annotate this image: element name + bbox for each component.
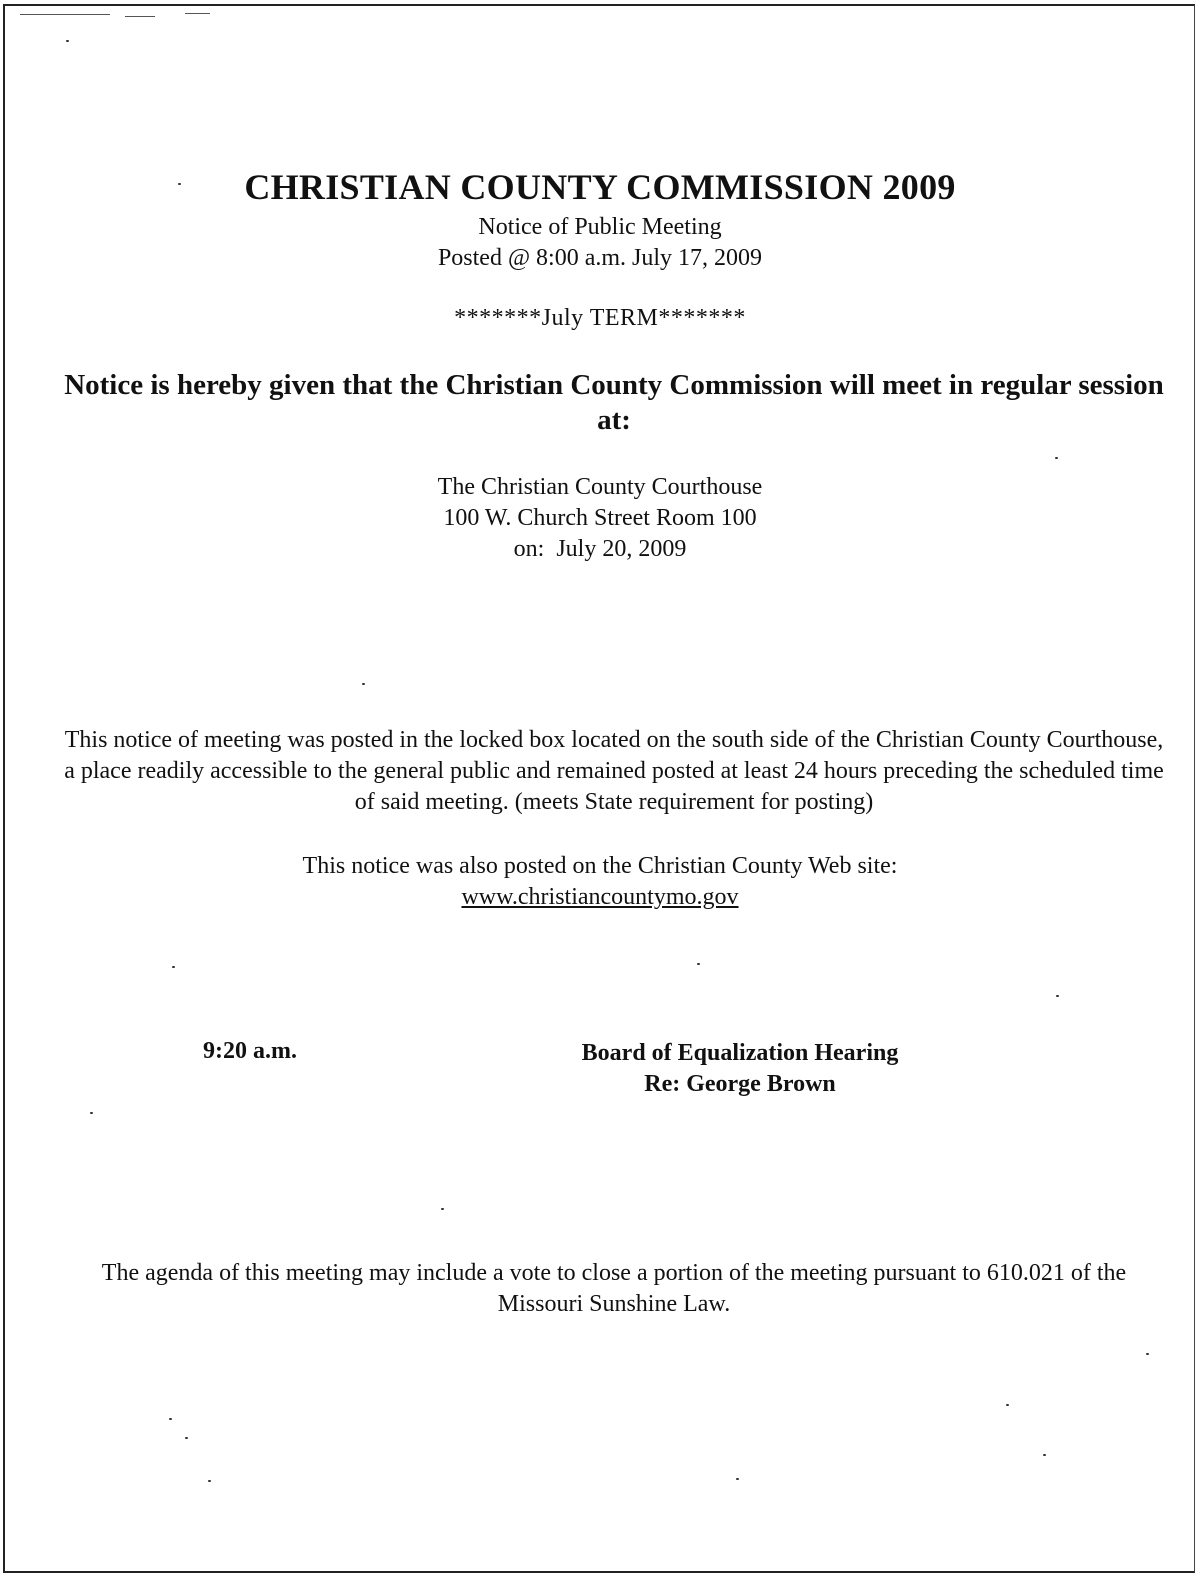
agenda-item-detail: Re: George Brown bbox=[644, 1071, 836, 1097]
scan-streak bbox=[185, 13, 210, 14]
web-statement: This notice was also posted on the Christian County Web site: bbox=[302, 853, 898, 879]
scan-speck bbox=[208, 1480, 211, 1482]
scan-speck bbox=[66, 40, 69, 42]
posting-statement: This notice of meeting was posted in the locked box located on the south side of the Christian County Courthouse, a place readily accessible to the general public and remained posted at least 24 hours preceding the scheduled time of said meeting. (meets State requirement for posting) bbox=[64, 727, 1164, 815]
meeting-location bbox=[0, 472, 1200, 565]
scan-speck bbox=[362, 683, 365, 685]
term-label: *******July TERM******* bbox=[454, 305, 746, 331]
scan-speck bbox=[90, 1112, 93, 1114]
agenda-time: 9:20 a.m. bbox=[203, 1038, 297, 1064]
web-posting-block bbox=[0, 851, 1200, 913]
scan-speck bbox=[1043, 1454, 1046, 1456]
scan-speck bbox=[1146, 1353, 1149, 1355]
meeting-date: on: July 20, 2009 bbox=[513, 536, 687, 562]
scan-speck bbox=[169, 1418, 172, 1420]
scan-speck bbox=[1055, 457, 1058, 459]
location-street: 100 W. Church Street Room 100 bbox=[443, 505, 757, 531]
scan-speck bbox=[172, 966, 175, 968]
scan-speck bbox=[697, 963, 700, 965]
document-subtitle-block bbox=[0, 212, 1200, 274]
closing-statement: The agenda of this meeting may include a vote to close a portion of the meeting pursuant to 610.021 of the Missouri Sunshine Law. bbox=[101, 1260, 1127, 1317]
meeting-notice: Notice is hereby given that the Christian County Commission will meet in regular session at: bbox=[64, 369, 1164, 436]
posted-timestamp: Posted @ 8:00 a.m. July 17, 2009 bbox=[437, 245, 763, 271]
scan-speck bbox=[1006, 1404, 1009, 1406]
notice-type: Notice of Public Meeting bbox=[478, 214, 722, 240]
location-place: The Christian County Courthouse bbox=[437, 474, 763, 500]
scan-speck bbox=[1056, 995, 1059, 997]
scan-streak bbox=[125, 16, 155, 17]
website-link[interactable]: www.christiancountymo.gov bbox=[461, 884, 739, 910]
agenda-item-title: Board of Equalization Hearing bbox=[581, 1040, 899, 1066]
scan-speck bbox=[441, 1208, 444, 1210]
scan-streak bbox=[20, 14, 110, 15]
document-title: CHRISTIAN COUNTY COMMISSION 2009 bbox=[244, 167, 956, 207]
agenda-item bbox=[540, 1038, 940, 1100]
scan-speck bbox=[185, 1437, 188, 1439]
scan-speck bbox=[736, 1478, 739, 1480]
